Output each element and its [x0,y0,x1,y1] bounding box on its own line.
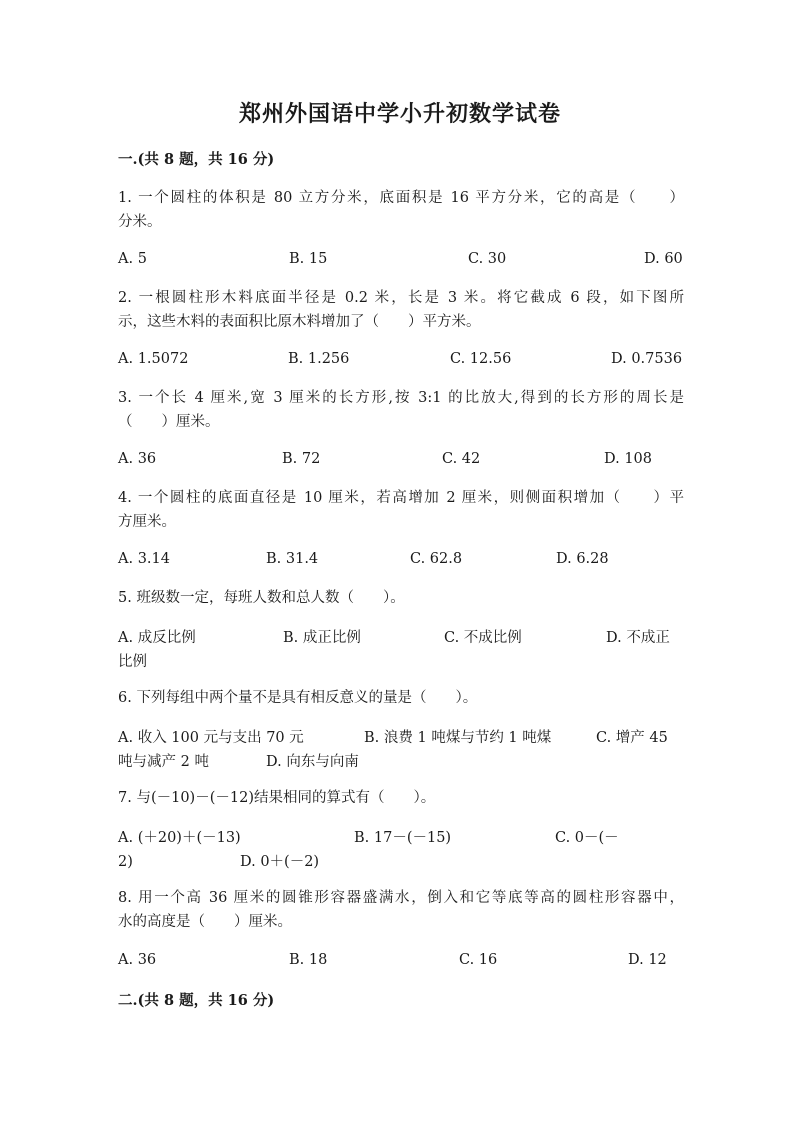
option-d: D. 向东与向南 [266,754,359,770]
question-1 [118,186,684,234]
question-8 [118,886,684,934]
option-a: A. 1.5072 [118,351,189,367]
question-text: 4. 一个圆柱的底面直径是 10 厘米，若高增加 2 厘米，则侧面积增加（ ）平 [118,490,684,506]
option-b: B. 31.4 [266,551,319,567]
question-text: （ ）厘米。 [118,414,220,430]
question-text: 分米。 [118,214,162,230]
question-5 [118,586,684,610]
page-title: 郑州外国语中学小升初数学试卷 [238,101,561,127]
question-text: 8. 用一个高 36 厘米的圆锥形容器盛满水，倒入和它等底等高的圆柱形容器中， [118,890,684,906]
option-d: D. 108 [604,451,653,467]
options-6 [118,726,684,774]
options-3 [118,447,684,471]
option-c: C. 42 [442,451,481,467]
question-4 [118,486,684,534]
option-a: A. 收入 100 元与支出 70 元 [118,730,304,746]
options-7 [118,826,684,874]
option-c: C. 增产 45 [596,730,668,746]
option-b: B. 18 [289,952,328,968]
option-b: B. 17－(－15) [354,830,452,846]
question-text: 6. 下列每组中两个量不是具有相反意义的量是（ ）。 [118,690,478,706]
option-a: A. (＋20)＋(－13) [118,830,241,846]
option-b: B. 15 [289,251,328,267]
option-a: A. 3.14 [118,551,170,567]
option-b: B. 1.256 [288,351,350,367]
option-d-continued: 比例 [118,654,147,670]
option-c: C. 30 [468,251,507,267]
option-d: D. 0＋(－2) [240,854,320,870]
question-text: 水的高度是（ ）厘米。 [118,914,292,930]
options-8 [118,948,684,972]
question-text: 5. 班级数一定，每班人数和总人数（ ）。 [118,590,405,606]
option-d: D. 0.7536 [611,351,683,367]
question-6 [118,686,684,710]
question-text: 7. 与(－10)－(－12)结果相同的算式有（ ）。 [118,790,436,806]
options-1 [118,247,684,271]
options-5 [118,626,684,674]
option-c: C. 不成比例 [444,630,522,646]
option-a: A. 成反比例 [118,630,196,646]
option-c-continued: 吨与减产 2 吨 [118,754,209,770]
option-a: A. 36 [118,451,157,467]
option-c: C. 12.56 [450,351,512,367]
option-d: D. 6.28 [556,551,609,567]
option-b: B. 浪费 1 吨煤与节约 1 吨煤 [364,730,552,746]
option-c: C. 0－(－ [555,830,619,846]
option-d: D. 12 [628,952,667,968]
option-b: B. 72 [282,451,321,467]
options-2 [118,347,684,371]
option-a: A. 5 [118,251,147,267]
option-b: B. 成正比例 [283,630,361,646]
question-7 [118,786,684,810]
option-c: C. 62.8 [410,551,463,567]
question-text: 方厘米。 [118,514,176,530]
question-text: 1. 一个圆柱的体积是 80 立方分米，底面积是 16 平方分米，它的高是（ ） [118,190,684,206]
question-text: 3. 一个长 4 厘米,宽 3 厘米的长方形,按 3:1 的比放大,得到的长方形的周长是 [118,390,684,406]
section-heading-1: 一.(共 8 题，共 16 分) [118,151,275,168]
options-4 [118,547,684,571]
question-3 [118,386,684,434]
question-text: 示，这些木料的表面积比原木料增加了（ ）平方米。 [118,314,481,330]
option-c: C. 16 [459,952,498,968]
option-d: D. 不成正 [606,630,670,646]
question-2 [118,286,684,334]
option-a: A. 36 [118,952,157,968]
section-heading-2: 二.(共 8 题，共 16 分) [118,992,275,1009]
option-c-continued: 2) [118,854,133,870]
option-d: D. 60 [644,251,683,267]
question-text: 2. 一根圆柱形木料底面半径是 0.2 米，长是 3 米。将它截成 6 段，如下图所 [118,290,684,306]
